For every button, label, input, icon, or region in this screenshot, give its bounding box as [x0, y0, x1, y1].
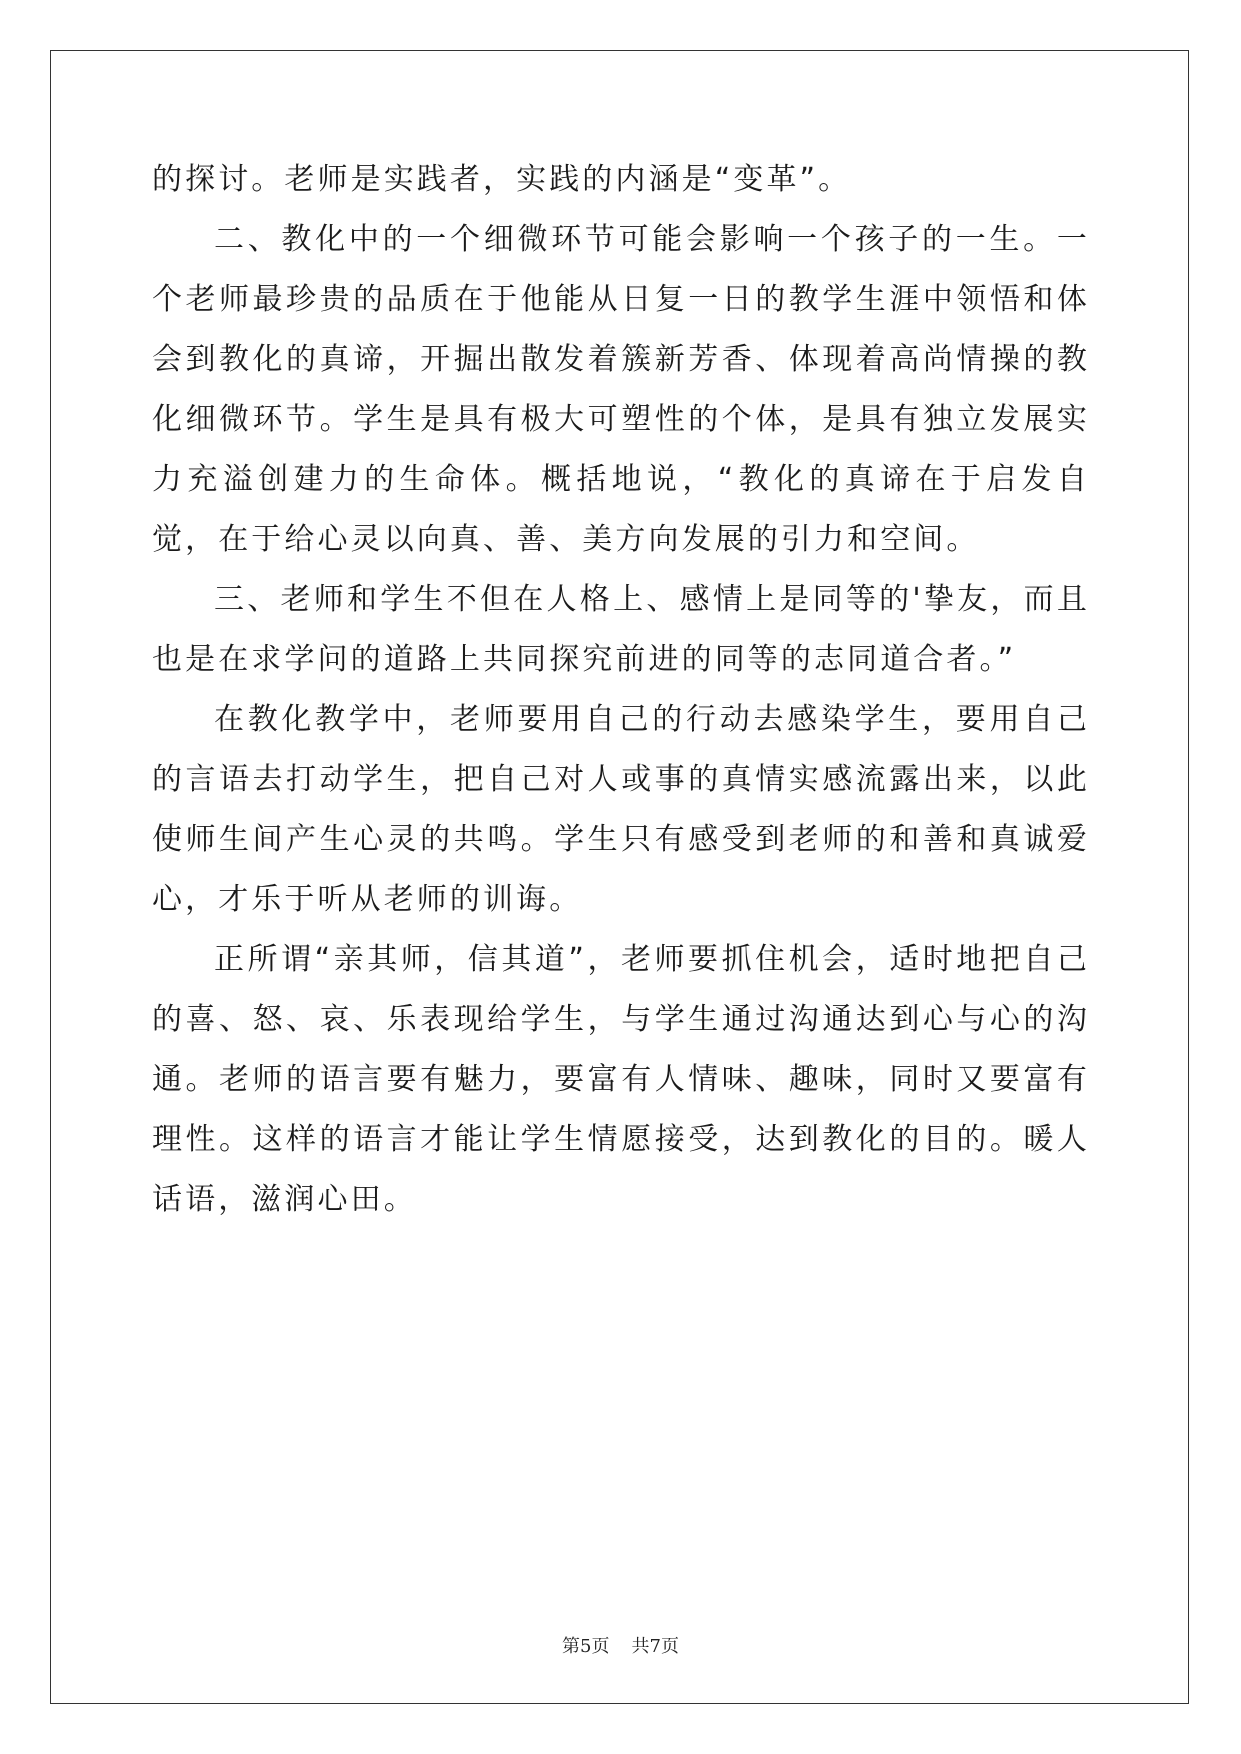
current-page-label: 第5页 — [562, 1636, 610, 1657]
paragraph-5: 正所谓“亲其师，信其道”，老师要抓住机会，适时地把自己的喜、怒、哀、乐表现给学生，与学生通过沟通达到心与心的沟通。老师的语言要有魅力，要富有人情味、趣味，同时又要富有理性。这样的语言才能让学生情愿接受，达到教化的目的。暖人话语，滋润心田。 — [152, 942, 1090, 1217]
paragraph-3: 三、老师和学生不但在人格上、感情上是同等的'挚友，而且也是在求学问的道路上共同探究前进的同等的志同道合者。” — [152, 582, 1090, 677]
paragraph-1: 的探讨。老师是实践者，实践的内涵是“变革”。 — [152, 162, 852, 197]
paragraph-2: 二、教化中的一个细微环节可能会影响一个孩子的一生。一个老师最珍贵的品质在于他能从日复一日的教学生涯中领悟和体会到教化的真谛，开掘出散发着簇新芳香、体现着高尚情操的教化细微环节。学生是具有极大可塑性的个体，是具有独立发展实力充溢创建力的生命体。概括地说，“教化的真谛在于启发自觉，在于给心灵以向真、善、美方向发展的引力和空间。 — [152, 222, 1090, 557]
document-body — [152, 150, 1090, 1230]
paragraph-4: 在教化教学中，老师要用自己的行动去感染学生，要用自己的言语去打动学生，把自己对人或事的真情实感流露出来，以此使师生间产生心灵的共鸣。学生只有感受到老师的和善和真诚爱心，才乐于听从老师的训诲。 — [152, 702, 1090, 917]
total-pages-label: 共7页 — [631, 1636, 679, 1657]
page-footer — [0, 1632, 1241, 1658]
